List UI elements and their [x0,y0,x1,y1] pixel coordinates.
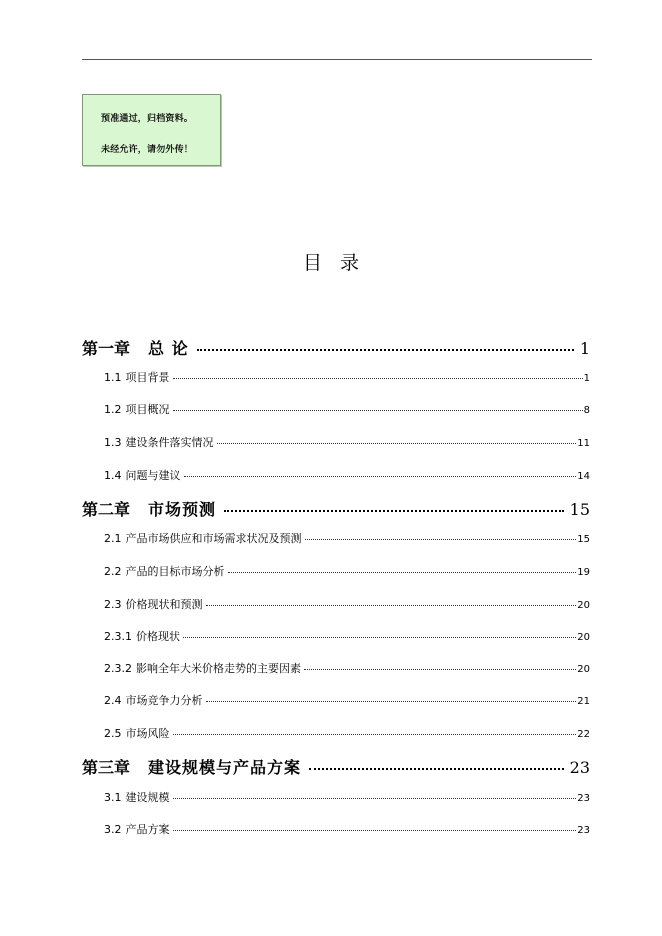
toc-item[interactable] [82,467,590,483]
toc-page: 22 [577,729,590,740]
toc-title: 目录 [302,252,377,274]
toc-number: 3.1 [104,791,122,804]
stamp-line-1: 预准通过，归档资料。 [101,114,194,124]
toc-number: 2.1 [104,532,122,545]
toc-leader [228,572,577,573]
toc-page: 11 [577,438,590,449]
toc-leader [173,410,583,411]
toc-chapter-1[interactable] [82,336,590,359]
toc-item[interactable] [82,401,590,417]
toc-label: 市场预测 [148,500,217,519]
toc-page: 15 [569,500,590,519]
toc-page: 19 [577,567,590,578]
toc-number: 1.3 [104,436,122,449]
toc-page: 1 [579,339,590,358]
toc-number: 3.2 [104,823,122,836]
header-rule [82,59,592,60]
toc-number: 第三章 [82,758,131,777]
toc-label: 价格现状 [136,630,180,643]
toc-leader [206,701,577,702]
toc-page: 14 [577,471,590,482]
toc-page: 23 [577,793,590,804]
toc-number: 2.4 [104,694,122,707]
toc-chapter-3[interactable] [82,755,590,778]
toc-page: 21 [577,696,590,707]
toc-label: 价格现状和预测 [125,598,203,611]
toc-leader [304,669,576,670]
toc-label: 建设规模与产品方案 [148,758,302,777]
toc-leader [173,378,583,379]
toc-leader [173,830,577,831]
toc-leader [217,443,577,444]
toc-number: 1.4 [104,469,122,482]
toc-number: 2.3.1 [104,630,132,643]
toc-number: 2.5 [104,727,122,740]
toc-number: 第二章 [82,500,131,519]
toc-leader [183,637,576,638]
toc-leader [173,798,577,799]
toc-number: 2.3 [104,598,122,611]
toc-page: 23 [569,758,590,777]
toc-number: 1.2 [104,403,122,416]
toc-label: 项目背景 [125,371,170,384]
toc-item[interactable] [82,596,590,612]
toc-chapter-2[interactable] [82,497,590,520]
toc-item[interactable] [82,692,590,708]
toc-page: 23 [577,825,590,836]
toc-label: 项目概况 [125,403,170,416]
toc-label: 总 论 [148,339,189,358]
toc-item[interactable] [82,369,590,385]
toc-leader [309,768,564,770]
toc-label: 问题与建议 [125,469,181,482]
toc-item[interactable] [82,434,590,450]
stamp-line-2: 未经允许，请勿外传！ [101,145,194,155]
toc-label: 产品的目标市场分析 [125,565,225,578]
toc-leader [197,349,574,351]
toc-label: 市场竞争力分析 [125,694,203,707]
toc-item[interactable] [82,789,590,805]
toc-item[interactable] [82,530,590,546]
toc-item[interactable] [82,660,590,676]
toc-label: 产品市场供应和市场需求状况及预测 [125,532,302,545]
toc-leader [224,510,564,512]
toc-label: 影响全年大米价格走势的主要因素 [136,662,301,675]
toc-leader [305,539,577,540]
toc-page: 15 [577,534,590,545]
toc-page: 20 [577,664,590,675]
toc-number: 第一章 [82,339,131,358]
toc-number: 2.3.2 [104,662,132,675]
toc-item[interactable] [82,628,590,644]
confidential-stamp [82,94,221,166]
toc-page: 20 [577,600,590,611]
toc-number: 2.2 [104,565,122,578]
toc-item[interactable] [82,725,590,741]
toc-leader [206,605,577,606]
toc-leader [184,476,577,477]
toc-number: 1.1 [104,371,122,384]
toc-label: 建设条件落实情况 [125,436,214,449]
toc-page: 1 [583,373,590,384]
toc-page: 20 [577,632,590,643]
toc-label: 建设规模 [125,791,170,804]
toc-leader [173,734,577,735]
toc-item[interactable] [82,821,590,837]
toc-label: 产品方案 [125,823,170,836]
toc-page: 8 [583,405,590,416]
toc-item[interactable] [82,563,590,579]
toc-label: 市场风险 [125,727,170,740]
